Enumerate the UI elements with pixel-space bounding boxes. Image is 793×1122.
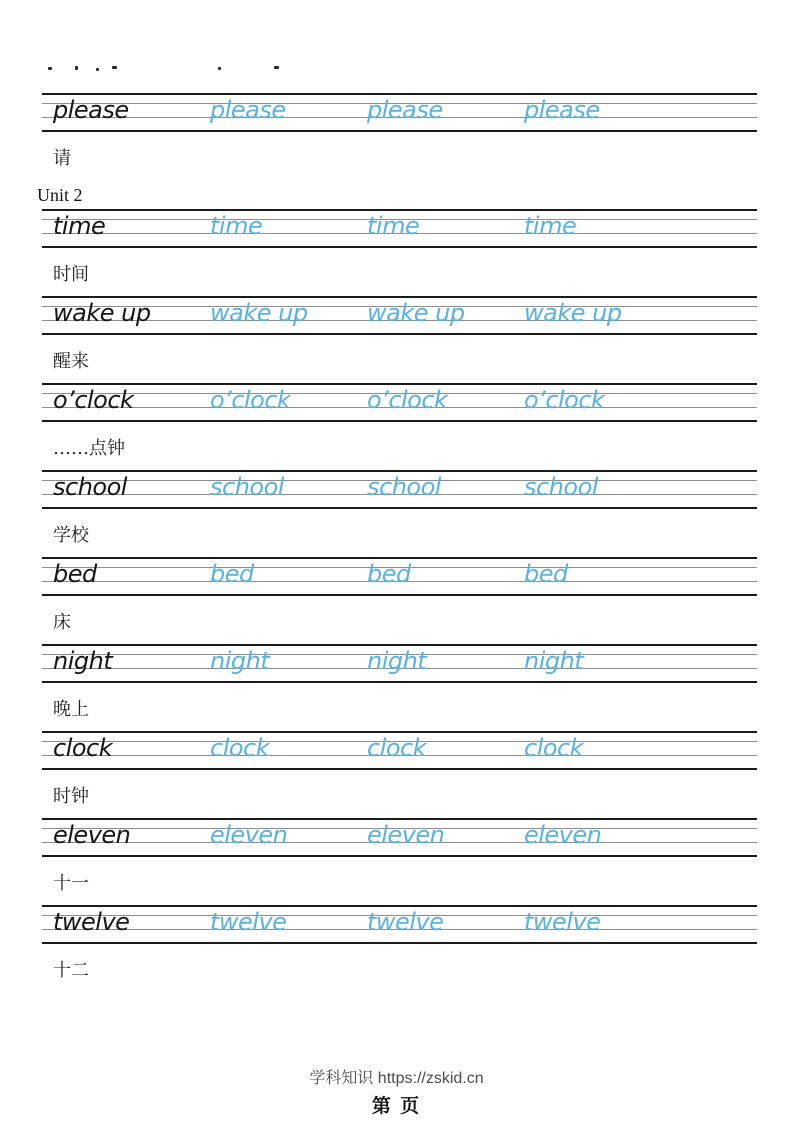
ink-dot [75, 66, 78, 70]
word-block-clock [42, 731, 757, 818]
word-english: night [53, 647, 113, 675]
word-trace: o’clock [367, 386, 448, 414]
word-row [53, 466, 757, 508]
handwriting-grid [42, 93, 757, 132]
handwriting-grid [42, 383, 757, 422]
word-translation: 请 [53, 148, 71, 169]
word-block-eleven [42, 818, 757, 905]
word-trace: school [367, 473, 441, 501]
word-trace: wake up [367, 299, 465, 327]
page-footer [0, 1070, 793, 1118]
word-trace: wake up [210, 299, 308, 327]
word-trace: twelve [367, 908, 444, 936]
word-row [53, 553, 757, 595]
word-translation: 学校 [53, 525, 89, 546]
word-block-school [42, 470, 757, 557]
word-block-wake-up [42, 296, 757, 383]
word-trace: clock [524, 734, 584, 762]
word-trace: please [210, 96, 286, 124]
word-row [53, 727, 757, 769]
word-translation: 时间 [53, 264, 89, 285]
word-english: time [53, 212, 106, 240]
word-block-bed [42, 557, 757, 644]
handwriting-grid [42, 557, 757, 596]
word-trace: please [367, 96, 443, 124]
word-row [53, 292, 757, 334]
ink-dot [112, 66, 117, 69]
word-trace: bed [367, 560, 411, 588]
word-trace: school [524, 473, 598, 501]
word-english: eleven [53, 821, 131, 849]
word-translation: 时钟 [53, 786, 89, 807]
word-translation: 醒来 [53, 351, 89, 372]
footer-page-label: 第 页 [371, 1096, 422, 1117]
word-translation: ……点钟 [53, 438, 125, 459]
word-english: please [53, 96, 129, 124]
word-trace: night [524, 647, 584, 675]
word-english: wake up [53, 299, 151, 327]
footer-site-link[interactable]: 学科知识 https://zskid.cn [309, 1070, 484, 1087]
word-row [53, 89, 757, 131]
word-row [53, 901, 757, 943]
word-row [53, 640, 757, 682]
word-english: twelve [53, 908, 130, 936]
word-block-please [42, 93, 757, 180]
word-trace: o’clock [524, 386, 605, 414]
word-translation: 床 [53, 612, 71, 633]
word-trace: clock [210, 734, 270, 762]
word-translation: 晚上 [53, 699, 89, 720]
word-trace: time [367, 212, 420, 240]
handwriting-grid [42, 905, 757, 944]
word-trace: wake up [524, 299, 622, 327]
ink-dot [274, 66, 279, 69]
word-row [53, 379, 757, 421]
word-trace: time [524, 212, 577, 240]
word-trace: eleven [524, 821, 602, 849]
word-trace: bed [210, 560, 254, 588]
ink-dot [218, 67, 221, 70]
word-english: o’clock [53, 386, 134, 414]
ink-dot [48, 67, 52, 70]
handwriting-grid [42, 731, 757, 770]
word-block-oclock [42, 383, 757, 470]
handwriting-grid [42, 818, 757, 857]
word-block-night [42, 644, 757, 731]
word-block-time [42, 209, 757, 296]
word-trace: night [367, 647, 427, 675]
word-trace: eleven [367, 821, 445, 849]
word-trace: night [210, 647, 270, 675]
word-translation: 十一 [53, 873, 89, 894]
word-trace: time [210, 212, 263, 240]
word-row [53, 205, 757, 247]
word-translation: 十二 [53, 960, 89, 981]
word-trace: twelve [524, 908, 601, 936]
word-block-twelve [42, 905, 757, 992]
handwriting-grid [42, 209, 757, 248]
word-row [53, 814, 757, 856]
word-trace: twelve [210, 908, 287, 936]
word-trace: o’clock [210, 386, 291, 414]
word-trace: school [210, 473, 284, 501]
word-trace: bed [524, 560, 568, 588]
ink-dot [96, 68, 99, 71]
word-english: school [53, 473, 127, 501]
word-trace: please [524, 96, 600, 124]
unit-heading: Unit 2 [37, 185, 83, 205]
word-trace: clock [367, 734, 427, 762]
word-english: clock [53, 734, 113, 762]
word-english: bed [53, 560, 97, 588]
word-trace: eleven [210, 821, 288, 849]
handwriting-grid [42, 470, 757, 509]
handwriting-grid [42, 644, 757, 683]
handwriting-grid [42, 296, 757, 335]
